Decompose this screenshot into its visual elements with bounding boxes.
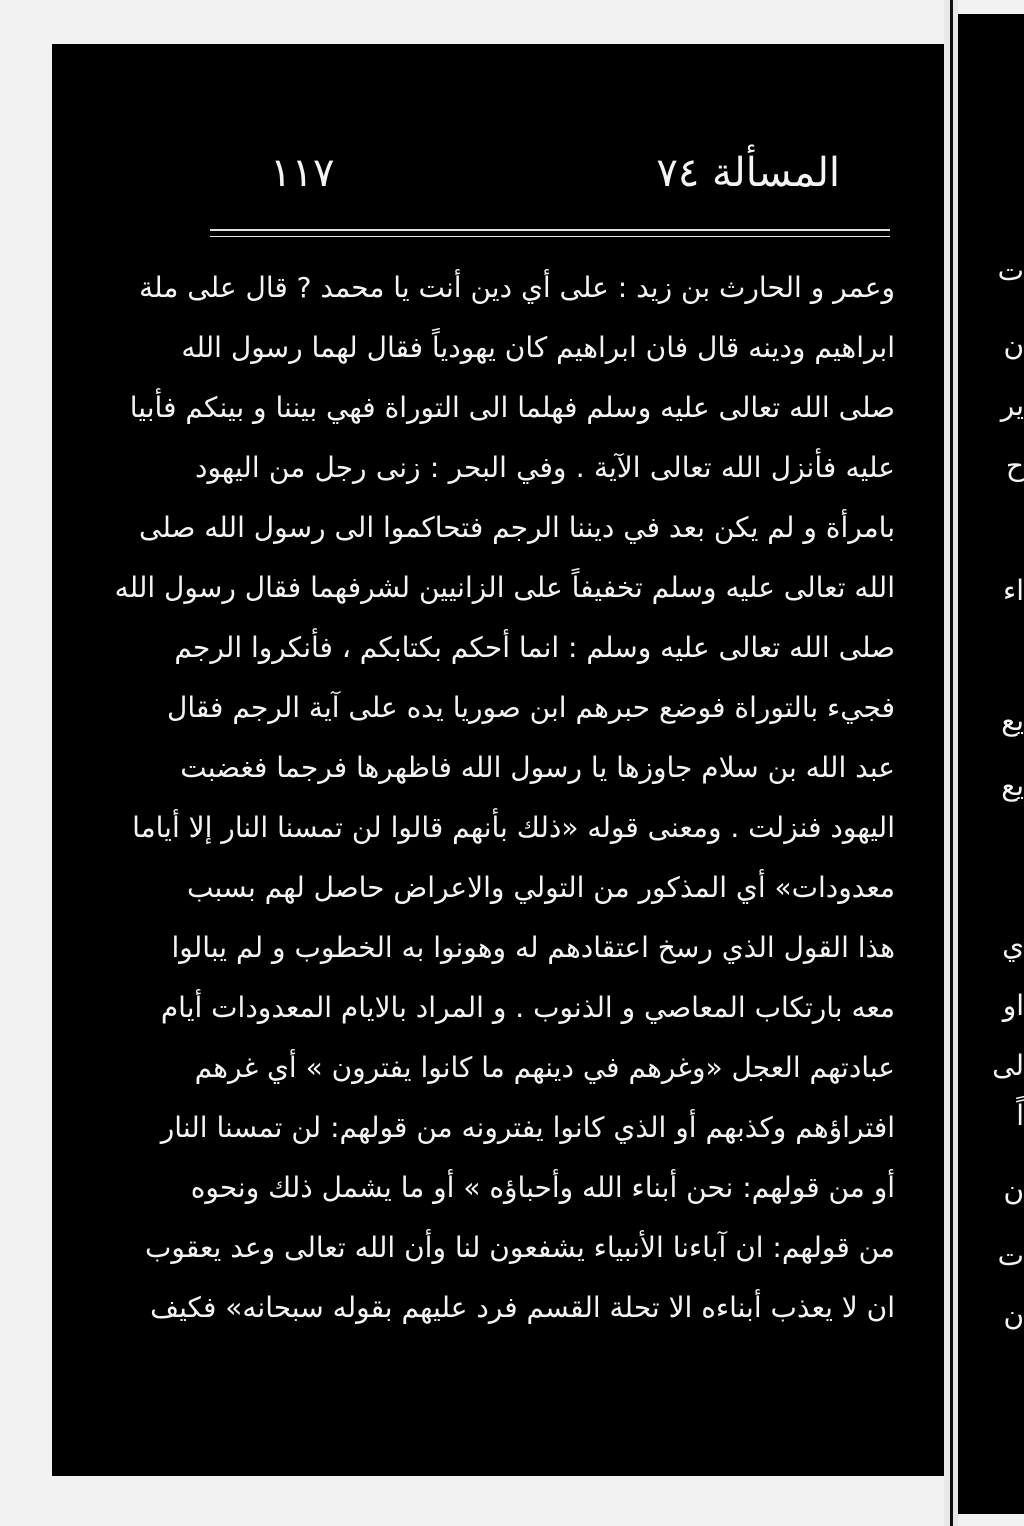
adjacent-page-fragment: ت (997, 1239, 1024, 1272)
text-line: ابراهيم ودينه قال فان ابراهيم كان يهودياً فقال لهما رسول الله (181, 331, 895, 364)
adjacent-page-fragment: ت (997, 254, 1024, 287)
adjacent-page-fragment: او (1002, 989, 1024, 1022)
adjacent-page-fragment: لى (992, 1049, 1024, 1082)
text-line: هذا القول الذي رسخ اعتقادهم له وهونوا به الخطوب و لم يبالوا (171, 931, 895, 964)
text-line: صلى الله تعالى عليه وسلم : انما أحكم بكتابكم ، فأنكروا الرجم (174, 631, 895, 664)
text-line: معه بارتكاب المعاصي و الذنوب . و المراد بالايام المعدودات أيام (160, 991, 895, 1024)
header-rule (210, 229, 890, 231)
adjacent-page-fragment: ن (1003, 1174, 1024, 1207)
page-number: ١١٧ (270, 150, 335, 196)
text-line: صلى الله تعالى عليه وسلم فهلما الى التوراة فهي بيننا و بينكم فأبيا (129, 391, 895, 424)
adjacent-page-fragment: ن (1003, 329, 1024, 362)
text-line: ان لا يعذب أبناءه الا تحلة القسم فرد عليهم بقوله سبحانه» فكيف (150, 1291, 895, 1324)
text-line: فجيء بالتوراة فوضع حبرهم ابن صوريا يده على آية الرجم فقال (167, 691, 895, 724)
adjacent-page-fragment: ي (1002, 929, 1024, 962)
text-line: معدودات» أي المذكور من التولي والاعراض حاصل لهم بسبب (187, 871, 895, 904)
adjacent-page-fragment: ير (1000, 389, 1024, 422)
text-line: اليهود فنزلت . ومعنى قوله «ذلك بأنهم قالوا لن تمسنا النار إلا أياما (132, 811, 895, 844)
gutter-line (950, 0, 953, 1526)
text-line: عبادتهم العجل «وغرهم في دينهم ما كانوا يفترون » أي غرهم (194, 1051, 895, 1084)
adjacent-page-strip (958, 14, 1024, 1514)
body-text (114, 258, 895, 1338)
text-line: عليه فأنزل الله تعالى الآية . وفي البحر : زنى رجل من اليهود (195, 451, 895, 484)
text-line: بامرأة و لم يكن بعد في ديننا الرجم فتحاكموا الى رسول الله صلى (138, 511, 895, 544)
text-line: الله تعالى عليه وسلم تخفيفاً على الزانيين لشرفهما فقال رسول الله (114, 571, 895, 604)
section-title: المسألة ٧٤ (656, 150, 840, 196)
text-line: عبد الله بن سلام جاوزها يا رسول الله فاظهرها فرجما فغضبت (180, 751, 895, 784)
page-header (150, 150, 890, 210)
adjacent-page-fragment: ن (1003, 1299, 1024, 1332)
text-line: وعمر و الحارث بن زيد : على أي دين أنت يا محمد ? قال على ملة (139, 271, 895, 304)
adjacent-page-fragment: اً (1016, 1099, 1024, 1132)
header-rule-thin (210, 236, 890, 237)
adjacent-page-fragment: يع (1001, 769, 1024, 802)
adjacent-page-fragment: ح (1005, 449, 1024, 482)
text-line: من قولهم: ان آباءنا الأنبياء يشفعون لنا وأن الله تعالى وعد يعقوب (145, 1231, 895, 1264)
text-line: افتراؤهم وكذبهم أو الذي كانوا يفترونه من قولهم: لن تمسنا النار (160, 1111, 895, 1144)
text-line: أو من قولهم: نحن أبناء الله وأحباؤه » أو ما يشمل ذلك ونحوه (190, 1171, 895, 1204)
adjacent-page-fragment: اء (1003, 574, 1024, 607)
adjacent-page-fragment: يع (1001, 704, 1024, 737)
